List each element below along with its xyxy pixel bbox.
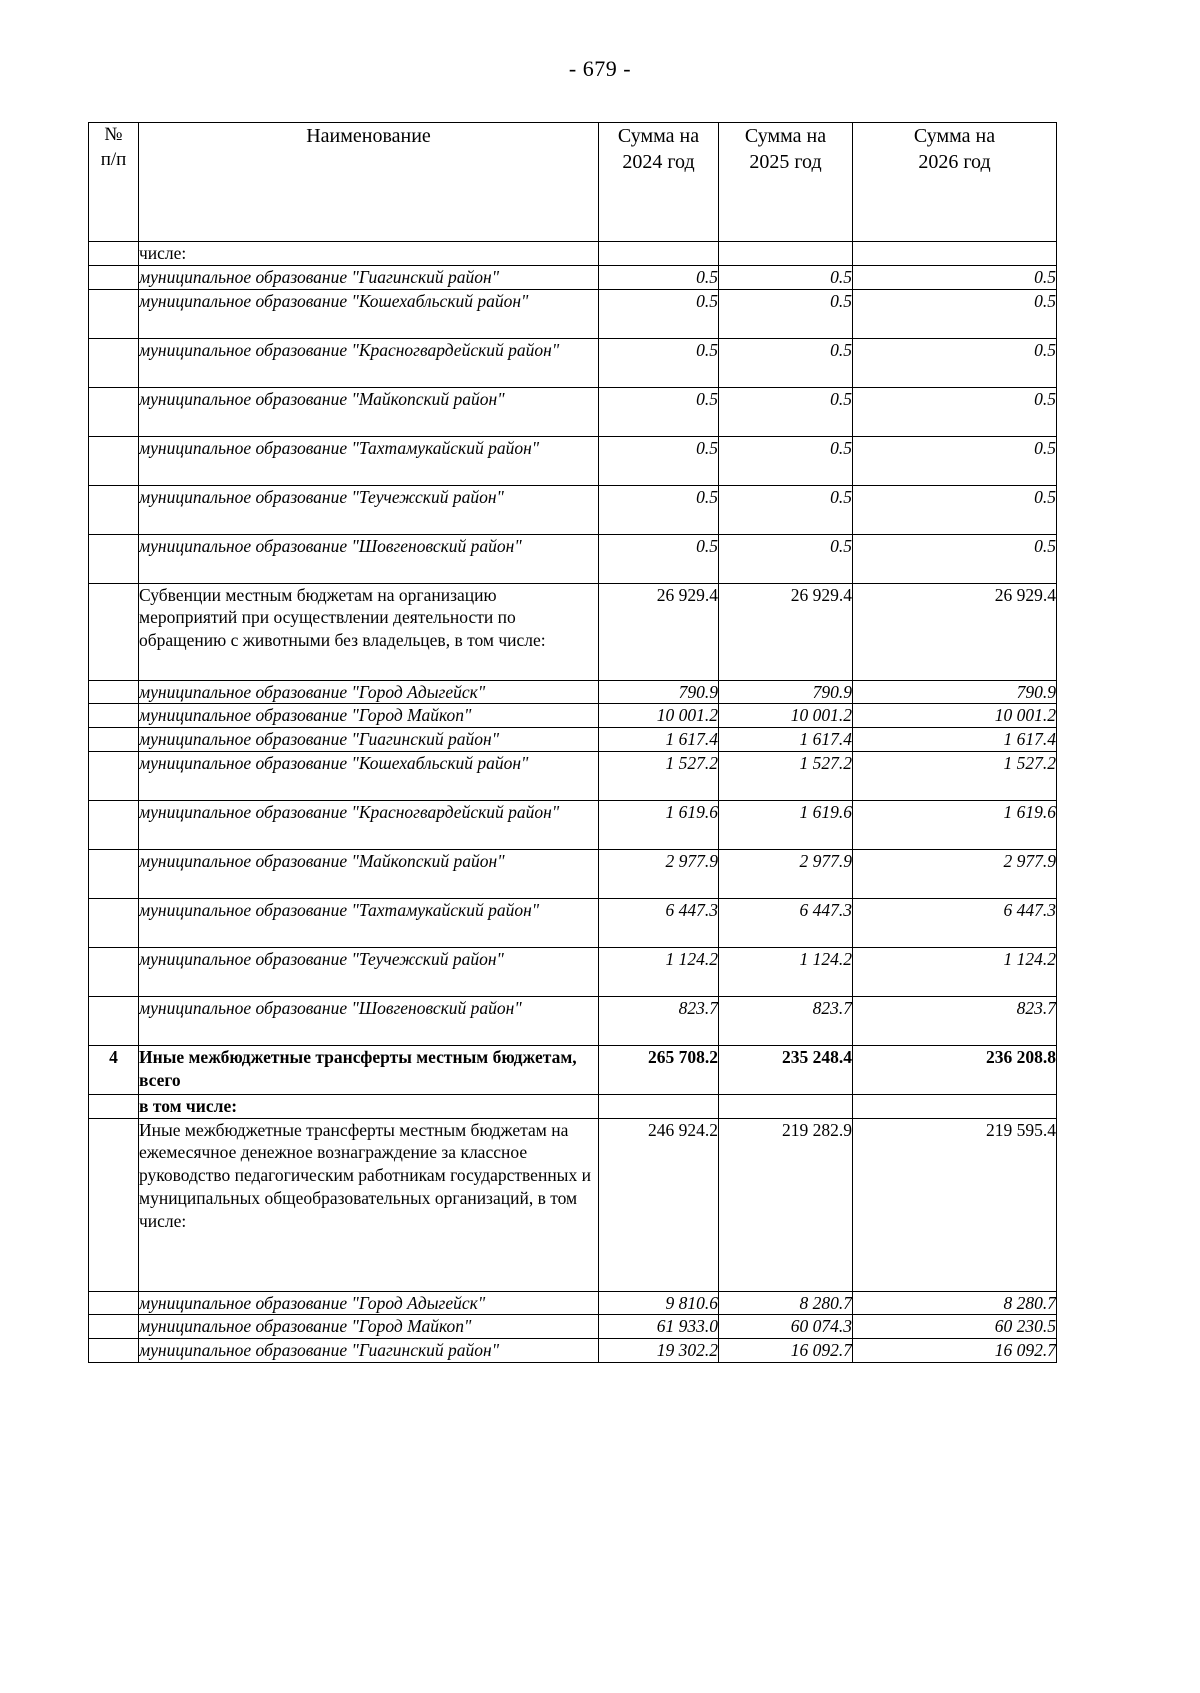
row-value-y2026: 16 092.7: [853, 1339, 1057, 1363]
row-value-y2025: 60 074.3: [719, 1315, 853, 1339]
row-name-cell: муниципальное образование "Гиагинский район": [139, 728, 599, 752]
table-row: [89, 800, 1057, 849]
row-name-cell: муниципальное образование "Город Майкоп": [139, 704, 599, 728]
row-value-y2025: 0.5: [719, 289, 853, 338]
row-value-y2026: 1 619.6: [853, 800, 1057, 849]
row-value-y2025: 0.5: [719, 485, 853, 534]
table-row: [89, 387, 1057, 436]
row-index-cell: [89, 338, 139, 387]
table-row: [89, 704, 1057, 728]
row-index-cell: [89, 728, 139, 752]
row-value-y2025: 26 929.4: [719, 583, 853, 680]
row-value-y2026: 26 929.4: [853, 583, 1057, 680]
table-row: [89, 898, 1057, 947]
row-value-y2026: [853, 242, 1057, 266]
row-value-y2026: 10 001.2: [853, 704, 1057, 728]
row-value-y2025: 16 092.7: [719, 1339, 853, 1363]
row-value-y2026: 0.5: [853, 387, 1057, 436]
row-name-cell: Иные межбюджетные трансферты местным бюджетам на ежемесячное денежное вознаграждение за классное руководство педагогическим работникам государственных и муниципальных общеобразовательных организаций, в том числе:: [139, 1118, 599, 1291]
row-index-cell: [89, 898, 139, 947]
column-header-year-2025-line1: Сумма на: [744, 125, 827, 147]
row-value-y2026: 2 977.9: [853, 849, 1057, 898]
row-value-y2026: 1 617.4: [853, 728, 1057, 752]
row-value-y2024: 0.5: [599, 265, 719, 289]
row-value-y2026: 60 230.5: [853, 1315, 1057, 1339]
table-row: [89, 289, 1057, 338]
row-index-cell: [89, 1094, 139, 1118]
row-name-cell: в том числе:: [139, 1094, 599, 1118]
column-header-year-2026: [853, 123, 1057, 242]
table-header: [89, 123, 1057, 242]
table-row: [89, 947, 1057, 996]
row-name-cell: муниципальное образование "Шовгеновский район": [139, 534, 599, 583]
row-value-y2026: 790.9: [853, 680, 1057, 704]
column-header-year-2025: [719, 123, 853, 242]
row-index-cell: [89, 680, 139, 704]
table-row: [89, 583, 1057, 680]
column-header-year-2024-line2: 2024 год: [622, 151, 695, 173]
row-index-cell: [89, 1118, 139, 1291]
row-value-y2024: [599, 1094, 719, 1118]
row-index-cell: [89, 289, 139, 338]
row-value-y2024: 0.5: [599, 289, 719, 338]
row-value-y2025: 8 280.7: [719, 1291, 853, 1315]
row-value-y2024: 790.9: [599, 680, 719, 704]
row-name-cell: муниципальное образование "Город Адыгейск": [139, 680, 599, 704]
row-index-cell: [89, 485, 139, 534]
row-index-cell: [89, 849, 139, 898]
row-index-cell: [89, 583, 139, 680]
table-body: [89, 242, 1057, 1363]
row-name-cell: муниципальное образование "Теучежский район": [139, 485, 599, 534]
row-value-y2024: 1 619.6: [599, 800, 719, 849]
row-value-y2026: 236 208.8: [853, 1045, 1057, 1094]
table-row: [89, 242, 1057, 266]
row-value-y2024: 0.5: [599, 387, 719, 436]
column-header-year-2025-line2: 2025 год: [749, 151, 822, 173]
row-index-cell: [89, 534, 139, 583]
row-index-cell: [89, 996, 139, 1045]
row-value-y2025: [719, 1094, 853, 1118]
row-value-y2024: 2 977.9: [599, 849, 719, 898]
row-value-y2025: 2 977.9: [719, 849, 853, 898]
row-value-y2025: 6 447.3: [719, 898, 853, 947]
table-row: [89, 1045, 1057, 1094]
row-value-y2026: 1 527.2: [853, 751, 1057, 800]
row-value-y2026: 6 447.3: [853, 898, 1057, 947]
column-header-name: Наименование: [139, 123, 599, 242]
row-value-y2026: 823.7: [853, 996, 1057, 1045]
row-value-y2024: 0.5: [599, 534, 719, 583]
table-row: [89, 680, 1057, 704]
row-value-y2026: [853, 1094, 1057, 1118]
row-value-y2024: [599, 242, 719, 266]
row-value-y2026: 219 595.4: [853, 1118, 1057, 1291]
row-name-cell: Иные межбюджетные трансферты местным бюджетам, всего: [139, 1045, 599, 1094]
row-value-y2026: 0.5: [853, 436, 1057, 485]
table-row: [89, 1094, 1057, 1118]
row-value-y2025: [719, 242, 853, 266]
row-name-cell: числе:: [139, 242, 599, 266]
row-index-cell: 4: [89, 1045, 139, 1094]
row-name-cell: муниципальное образование "Кошехабльский район": [139, 751, 599, 800]
row-value-y2024: 9 810.6: [599, 1291, 719, 1315]
row-value-y2024: 1 617.4: [599, 728, 719, 752]
row-index-cell: [89, 1315, 139, 1339]
row-index-cell: [89, 265, 139, 289]
row-index-cell: [89, 1291, 139, 1315]
table-row: [89, 1315, 1057, 1339]
row-index-cell: [89, 704, 139, 728]
row-value-y2025: 790.9: [719, 680, 853, 704]
row-name-cell: муниципальное образование "Теучежский район": [139, 947, 599, 996]
row-value-y2024: 265 708.2: [599, 1045, 719, 1094]
row-value-y2026: 1 124.2: [853, 947, 1057, 996]
row-value-y2026: 8 280.7: [853, 1291, 1057, 1315]
budget-table-container: [88, 122, 1056, 1363]
row-value-y2025: 0.5: [719, 387, 853, 436]
table-row: [89, 436, 1057, 485]
table-row: [89, 534, 1057, 583]
row-name-cell: муниципальное образование "Красногвардейский район": [139, 800, 599, 849]
row-value-y2024: 0.5: [599, 485, 719, 534]
column-header-year-2024-line1: Сумма на: [617, 125, 700, 147]
row-value-y2026: 0.5: [853, 338, 1057, 387]
table-row: [89, 1291, 1057, 1315]
row-name-cell: муниципальное образование "Шовгеновский район": [139, 996, 599, 1045]
row-value-y2024: 0.5: [599, 338, 719, 387]
row-value-y2026: 0.5: [853, 534, 1057, 583]
row-name-cell: Субвенции местным бюджетам на организацию мероприятий при осуществлении деятельности по обращению с животными без владельцев, в том числе:: [139, 583, 599, 680]
table-row: [89, 849, 1057, 898]
row-value-y2025: 1 527.2: [719, 751, 853, 800]
table-row: [89, 265, 1057, 289]
row-index-cell: [89, 1339, 139, 1363]
row-value-y2024: 1 124.2: [599, 947, 719, 996]
row-index-cell: [89, 242, 139, 266]
table-row: [89, 338, 1057, 387]
row-value-y2026: 0.5: [853, 265, 1057, 289]
row-name-cell: муниципальное образование "Кошехабльский район": [139, 289, 599, 338]
row-index-cell: [89, 947, 139, 996]
row-value-y2025: 0.5: [719, 436, 853, 485]
column-header-index-line1: №: [104, 124, 123, 145]
row-value-y2024: 0.5: [599, 436, 719, 485]
row-name-cell: муниципальное образование "Город Адыгейск": [139, 1291, 599, 1315]
table-row: [89, 485, 1057, 534]
row-value-y2026: 0.5: [853, 289, 1057, 338]
row-value-y2024: 19 302.2: [599, 1339, 719, 1363]
row-value-y2025: 1 124.2: [719, 947, 853, 996]
row-name-cell: муниципальное образование "Тахтамукайский район": [139, 898, 599, 947]
row-value-y2025: 235 248.4: [719, 1045, 853, 1094]
row-value-y2025: 219 282.9: [719, 1118, 853, 1291]
table-row: [89, 751, 1057, 800]
row-value-y2024: 61 933.0: [599, 1315, 719, 1339]
page-number: - 679 -: [568, 56, 632, 81]
row-value-y2025: 823.7: [719, 996, 853, 1045]
row-index-cell: [89, 751, 139, 800]
column-header-index-line2: п/п: [100, 148, 127, 170]
table-row: [89, 996, 1057, 1045]
row-value-y2024: 26 929.4: [599, 583, 719, 680]
row-name-cell: муниципальное образование "Город Майкоп": [139, 1315, 599, 1339]
row-index-cell: [89, 800, 139, 849]
row-name-cell: муниципальное образование "Красногвардейский район": [139, 338, 599, 387]
row-value-y2026: 0.5: [853, 485, 1057, 534]
column-header-year-2024: [599, 123, 719, 242]
column-header-year-2026-line1: Сумма на: [913, 125, 996, 147]
row-value-y2025: 10 001.2: [719, 704, 853, 728]
row-name-cell: муниципальное образование "Майкопский район": [139, 849, 599, 898]
row-name-cell: муниципальное образование "Майкопский район": [139, 387, 599, 436]
row-index-cell: [89, 436, 139, 485]
row-value-y2025: 0.5: [719, 265, 853, 289]
table-row: [89, 728, 1057, 752]
row-value-y2024: 10 001.2: [599, 704, 719, 728]
header-row: [89, 123, 1057, 242]
row-value-y2025: 1 619.6: [719, 800, 853, 849]
table-row: [89, 1339, 1057, 1363]
row-index-cell: [89, 387, 139, 436]
row-value-y2024: 1 527.2: [599, 751, 719, 800]
budget-table: [88, 122, 1057, 1363]
row-value-y2025: 0.5: [719, 534, 853, 583]
row-name-cell: муниципальное образование "Гиагинский район": [139, 265, 599, 289]
row-value-y2024: 6 447.3: [599, 898, 719, 947]
column-header-index: [89, 123, 139, 242]
row-name-cell: муниципальное образование "Гиагинский район": [139, 1339, 599, 1363]
row-value-y2024: 246 924.2: [599, 1118, 719, 1291]
row-value-y2025: 1 617.4: [719, 728, 853, 752]
row-value-y2024: 823.7: [599, 996, 719, 1045]
column-header-year-2026-line2: 2026 год: [918, 151, 991, 173]
row-value-y2025: 0.5: [719, 338, 853, 387]
row-name-cell: муниципальное образование "Тахтамукайский район": [139, 436, 599, 485]
table-row: [89, 1118, 1057, 1291]
